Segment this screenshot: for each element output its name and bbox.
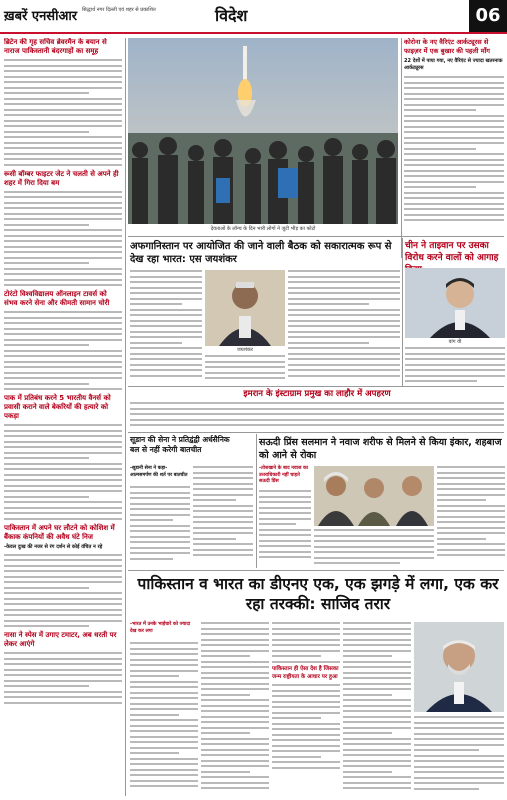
section-title: विदेश	[215, 6, 248, 25]
jaishankar-caption: जयशंकर	[237, 347, 253, 353]
wangyi-caption: वांग यी	[448, 339, 462, 345]
rocket-launch-photo	[128, 38, 398, 224]
bottom-body-col5	[414, 716, 504, 796]
story4-headline: पाक में प्रतिबंध करने 5 भारतीय वैनर्स को प्रवासी कराने वाले बेकरियों की हत्यारे को पकड़ा	[4, 394, 111, 420]
corona-body	[404, 76, 504, 221]
story6-body	[4, 652, 122, 704]
column-divider	[401, 38, 402, 258]
left-column	[4, 38, 122, 796]
section-divider	[128, 432, 504, 433]
story1-body	[4, 59, 122, 166]
afghan-body-left	[130, 270, 202, 382]
afghan-body-right	[288, 270, 400, 382]
story3-headline: टोरंटो विश्वविद्यालय ऑनलाइन टावर्स को संभव करने सेना और कीमती सामान चोरी	[4, 290, 110, 307]
sudan-body-right	[193, 466, 253, 566]
saudi-headline: सऊदी प्रिंस सलमान ने नवाज शरीफ से मिलने से किया इंकार, शहबाज को आने से रोका	[259, 437, 502, 461]
saudi-body-mid	[314, 529, 434, 567]
section-divider	[128, 386, 504, 387]
page-number: 06	[469, 0, 507, 32]
jaishankar-portrait	[205, 270, 285, 346]
rocket-photo-caption: देवताओं के लॉन्च के दिन भारी लोगों ने जुटी भीड़ का फोटो	[210, 226, 316, 232]
column-divider	[256, 434, 257, 568]
imran-headline: इमरान के इंस्टाग्राम प्रमुख का लाहौर में अपहरण	[243, 389, 391, 399]
sajid-tarar-photo	[414, 622, 504, 712]
afghan-headline: अफगानिस्तान पर आयोजित की जाने वाली बैठक को सकारात्मक रूप से देख रहा भारत: एस जयशंकर	[130, 241, 392, 265]
wangyi-portrait	[405, 268, 505, 338]
column-divider	[125, 38, 126, 796]
story4-body	[4, 424, 122, 520]
china-headline: चीन ने ताइवान पर उसका विरोध करने वालों को आगाह	[405, 241, 499, 263]
sudan-subheading: -सूडानी सेना ने कहा- आत्मसमर्पण की शर्त पर बातचीत	[130, 466, 188, 478]
bottom-headline: पाकिस्तान व भारत का डीएनए एक, एक झगड़े में लगा, एक कर रहा तरक्की: साजिद तरार	[137, 575, 499, 613]
bottom-body-col1	[130, 642, 198, 796]
story5-subheading: -केवल दुःख की नजर से रंग दर्शन से कोई वंचित न रहे	[4, 543, 103, 550]
masthead	[0, 0, 507, 34]
saudi-subheading: -तोशखाने के बाद नवाज का उत्तराधिकारी नहीं चाहते सऊदी प्रिंस	[259, 466, 309, 484]
story2-headline: रूसी बॉम्बर फाइटर जेट ने चलती से अपने ही शहर में गिरा दिया बम	[4, 169, 119, 187]
bottom-subheading-2: पाकिस्तान ही ऐसा देश है जिसका जन्म राष्ट्रीयता के आधार पर हुआ	[272, 666, 339, 680]
bottom-body-col2	[201, 622, 269, 796]
corona-headline: कोरोना के नए वैरिएंट आर्कट्यूरस से फाइज़र में एक बुखार की पहली माँग	[404, 38, 490, 55]
bottom-body-col3	[272, 622, 340, 796]
story5-body	[4, 554, 122, 628]
bottom-subheading-1: -भारत में उनके भाईचारे को ज्यादा देख कर लगा	[130, 622, 191, 634]
section-divider	[128, 570, 504, 571]
story3-body	[4, 311, 122, 390]
afghan-body-mid	[205, 355, 285, 383]
story1-headline: ब्रिटेन की गृह सचिव ब्रेवरमैन के बयान से नाराज पाकिस्तानी बंदरगाहों का समूह	[4, 38, 107, 55]
saudi-body-right	[437, 466, 505, 566]
section-divider	[128, 236, 504, 237]
china-body	[405, 347, 505, 385]
dateline: सिद्धार्थ नगर दिल्ली एवं शहर से प्रकाशित	[82, 7, 156, 13]
corona-subheading: 22 देशों में पाया गया, नए वैरिएंट से ज्यादा खतरनाक आर्कट्यूरस	[404, 58, 503, 71]
wangyi-photo	[405, 268, 505, 338]
sudan-headline: सूडान की सेना ने प्रतिद्वंद्वी अर्धसैनिक बल से नहीं करेगी बातचीत	[130, 435, 230, 454]
column-divider	[402, 238, 403, 386]
jaishankar-photo	[205, 270, 285, 346]
saudi-body-left	[259, 490, 311, 566]
saudi-leaders-photo	[314, 466, 434, 526]
story5-headline: पाकिस्तान में अपने घर लौटने को कोशिश में बैंकाक कंपनियों की अवैध घंटे निज	[4, 523, 115, 541]
corona-story	[404, 38, 504, 260]
rocket-launch-illustration	[128, 38, 398, 224]
saudi-leaders-illustration	[314, 466, 434, 526]
bottom-body-col4	[343, 622, 411, 796]
imran-body	[130, 402, 504, 430]
story6-headline: नासा ने स्पेस में उगाए टमाटर, अब धरती पर लेकर आएंगे	[4, 631, 117, 648]
sudan-body-left	[130, 486, 190, 566]
story2-body	[4, 191, 122, 287]
sajid-tarar-portrait	[414, 622, 504, 712]
brand-logo: ख़बरें एनसीआर	[4, 9, 78, 24]
